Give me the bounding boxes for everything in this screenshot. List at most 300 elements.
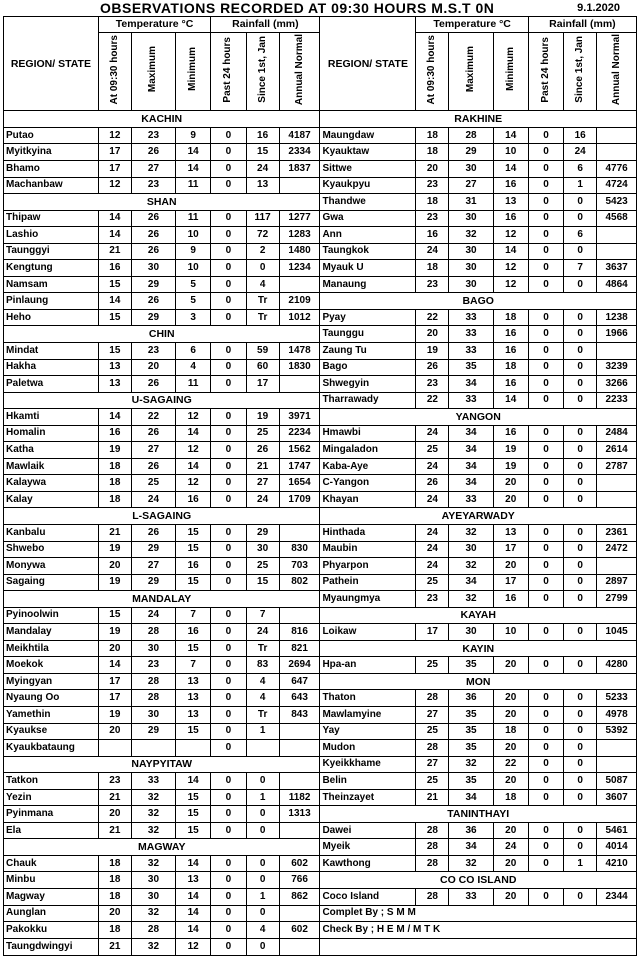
rain-past24: 0 [528,657,563,674]
rain-annual-normal: 2233 [597,392,637,409]
temp-max: 33 [449,392,493,409]
temp-min: 13 [176,872,211,889]
rain-annual-normal: 703 [279,558,320,575]
rain-past24: 0 [528,425,563,442]
temp-0930: 28 [416,690,449,707]
temp-min: 7 [176,607,211,624]
table-row [4,574,637,591]
rain-annual-normal: 647 [279,673,320,690]
rain-since-jan: 0 [564,376,597,393]
station-name: Hmawbi [320,425,416,442]
region-section-header: CHIN [4,326,320,343]
temp-max: 35 [449,707,493,724]
rain-past24: 0 [528,574,563,591]
temp-max: 29 [131,541,175,558]
station-name: Yay [320,723,416,740]
rain-since-jan: 0 [564,392,597,409]
rain-since-jan: 4 [246,276,279,293]
rain-since-jan: 21 [246,458,279,475]
col-header-annual-normal: Annual Normal [279,32,320,111]
rain-past24: 0 [528,889,563,906]
temp-max: 32 [449,227,493,244]
temp-0930: 25 [416,723,449,740]
temp-max: 30 [131,707,175,724]
station-name: Shwegyin [320,376,416,393]
rain-since-jan: 60 [246,359,279,376]
temp-0930: 23 [416,591,449,608]
rain-since-jan: 83 [246,657,279,674]
temp-min: 13 [176,673,211,690]
rain-since-jan: 0 [564,524,597,541]
station-name: Theinzayet [320,789,416,806]
rain-annual-normal: 4724 [597,177,637,194]
rain-annual-normal: 2484 [597,425,637,442]
temp-0930: 24 [416,425,449,442]
col-header-minimum: Minimum [176,32,211,111]
temp-min: 24 [493,839,528,856]
temp-min: 18 [493,789,528,806]
temp-0930: 23 [416,276,449,293]
temp-max: 26 [131,144,175,161]
rain-since-jan: 0 [564,458,597,475]
rain-since-jan: 24 [246,160,279,177]
station-name: Nyaung Oo [4,690,99,707]
rain-past24: 0 [211,458,246,475]
rain-since-jan: 0 [564,210,597,227]
temp-min: 10 [493,144,528,161]
rain-past24: 0 [211,160,246,177]
rain-past24: 0 [528,194,563,211]
table-row [4,740,637,757]
temp-min: 13 [176,690,211,707]
station-name: Myaungmya [320,591,416,608]
rain-past24: 0 [211,243,246,260]
temp-0930: 17 [98,160,131,177]
station-name: Paletwa [4,376,99,393]
footer-note: Complet By ; S M M [320,905,637,922]
rain-past24: 0 [528,839,563,856]
temp-min: 13 [493,524,528,541]
rain-since-jan: 0 [564,359,597,376]
table-row [4,127,637,144]
rain-past24: 0 [528,475,563,492]
table-row [4,756,637,773]
temp-0930: 24 [416,491,449,508]
rain-past24: 0 [211,227,246,244]
station-name: Coco Island [320,889,416,906]
temp-max: 27 [131,558,175,575]
rain-since-jan: 1 [564,177,597,194]
temp-min: 3 [176,309,211,326]
temp-max: 36 [449,690,493,707]
temp-0930: 19 [98,574,131,591]
temp-0930: 23 [416,177,449,194]
rain-annual-normal: 2344 [597,889,637,906]
rain-past24: 0 [211,293,246,310]
rain-past24: 0 [528,707,563,724]
temp-0930: 23 [416,376,449,393]
station-name: Meikhtila [4,640,99,657]
temp-min: 11 [176,210,211,227]
region-section-header: RAKHINE [320,111,637,128]
temp-0930: 18 [98,475,131,492]
col-header-annual-normal: Annual Normal [597,32,637,111]
temp-min: 4 [176,359,211,376]
station-name: Gwa [320,210,416,227]
rain-past24: 0 [528,326,563,343]
rain-past24: 0 [211,309,246,326]
report-date: 9.1.2020 [577,2,620,14]
table-row [4,491,637,508]
rain-annual-normal: 2787 [597,458,637,475]
temp-0930: 22 [416,392,449,409]
station-name: Kalay [4,491,99,508]
rain-since-jan: 13 [246,177,279,194]
rain-since-jan: Tr [246,640,279,657]
temp-min: 14 [176,160,211,177]
temp-min: 10 [493,624,528,641]
table-row [4,425,637,442]
temp-min: 14 [176,855,211,872]
rain-past24: 0 [211,922,246,939]
temp-0930: 19 [98,442,131,459]
rain-annual-normal: 821 [279,640,320,657]
rain-past24: 0 [528,690,563,707]
temp-0930: 19 [416,342,449,359]
rain-past24: 0 [211,905,246,922]
temp-max: 30 [131,872,175,889]
rain-since-jan: Tr [246,309,279,326]
table-row [4,723,637,740]
temp-max: 26 [131,524,175,541]
temp-min [176,740,211,757]
temp-max: 32 [449,591,493,608]
station-name: Bhamo [4,160,99,177]
station-name: Heho [4,309,99,326]
rain-annual-normal [279,723,320,740]
temp-max: 29 [449,144,493,161]
rain-since-jan: 27 [246,475,279,492]
temp-0930: 28 [416,740,449,757]
temp-0930: 13 [98,359,131,376]
temp-0930: 27 [416,707,449,724]
temp-min: 12 [176,409,211,426]
table-row [4,591,637,608]
temp-0930: 24 [416,541,449,558]
temp-max: 34 [449,574,493,591]
temp-min: 16 [493,177,528,194]
rain-since-jan: 72 [246,227,279,244]
rain-annual-normal: 1238 [597,309,637,326]
rain-past24: 0 [211,889,246,906]
rain-annual-normal [279,740,320,757]
rain-past24: 0 [211,276,246,293]
temp-0930: 16 [98,260,131,277]
station-name: Taungkok [320,243,416,260]
rain-annual-normal: 1837 [279,160,320,177]
rain-past24: 0 [211,425,246,442]
rain-past24: 0 [211,541,246,558]
station-name: Pakokku [4,922,99,939]
rain-past24: 0 [528,160,563,177]
temp-min: 5 [176,276,211,293]
rain-annual-normal: 5087 [597,773,637,790]
station-name: Kanbalu [4,524,99,541]
temp-min: 11 [176,376,211,393]
rain-past24: 0 [528,855,563,872]
station-name: Hkamti [4,409,99,426]
station-name: Tharrawady [320,392,416,409]
rain-annual-normal: 1478 [279,342,320,359]
temp-min: 14 [493,243,528,260]
temp-max: 29 [131,574,175,591]
rain-since-jan: 0 [246,855,279,872]
temp-0930: 20 [416,160,449,177]
temp-0930: 25 [416,657,449,674]
rain-since-jan: 4 [246,673,279,690]
temp-0930: 18 [98,855,131,872]
rainfall-header-right: Rainfall (mm) [528,17,636,33]
temp-max: 23 [131,657,175,674]
temp-max: 34 [449,789,493,806]
temp-min: 16 [493,210,528,227]
temp-min: 16 [493,326,528,343]
station-name: Hinthada [320,524,416,541]
rain-since-jan: Tr [246,707,279,724]
temp-0930: 20 [98,640,131,657]
temp-max: 31 [449,194,493,211]
temp-min: 20 [493,690,528,707]
temp-max: 27 [131,442,175,459]
table-row [4,872,637,889]
temp-0930: 14 [98,227,131,244]
rain-since-jan: 7 [246,607,279,624]
temp-max: 22 [131,409,175,426]
temp-0930: 21 [98,938,131,955]
rain-annual-normal [597,740,637,757]
rain-annual-normal: 1012 [279,309,320,326]
rain-annual-normal: 1966 [597,326,637,343]
rain-past24: 0 [211,640,246,657]
rain-annual-normal: 3971 [279,409,320,426]
rain-annual-normal: 2361 [597,524,637,541]
temp-0930: 23 [98,773,131,790]
rain-since-jan: Tr [246,293,279,310]
temp-max: 32 [131,938,175,955]
station-name: Machanbaw [4,177,99,194]
rain-past24: 0 [211,475,246,492]
rain-since-jan: 0 [564,822,597,839]
station-name: Sagaing [4,574,99,591]
rain-since-jan: 24 [246,491,279,508]
col-header-past24: Past 24 hours [211,32,246,111]
rain-past24: 0 [211,673,246,690]
station-name: Yezin [4,789,99,806]
temp-max: 33 [449,342,493,359]
station-name: Bago [320,359,416,376]
temp-min: 20 [493,558,528,575]
temp-0930: 16 [416,227,449,244]
temp-0930: 25 [416,574,449,591]
rain-annual-normal: 4014 [597,839,637,856]
rain-since-jan: 0 [564,558,597,575]
temp-min: 7 [176,657,211,674]
temp-0930: 17 [98,144,131,161]
col-header-0930: At 09:30 hours [416,32,449,111]
rain-past24: 0 [211,442,246,459]
station-name: Monywa [4,558,99,575]
rain-annual-normal: 802 [279,574,320,591]
temp-max: 35 [449,359,493,376]
station-name: Mawlamyine [320,707,416,724]
temp-max: 36 [449,822,493,839]
temp-min: 14 [176,458,211,475]
col-header-maximum: Maximum [449,32,493,111]
rain-annual-normal [279,905,320,922]
table-row [4,458,637,475]
temp-0930: 21 [416,789,449,806]
temp-max: 35 [449,657,493,674]
temp-min: 5 [176,293,211,310]
table-row [4,442,637,459]
rain-past24: 0 [211,723,246,740]
rain-annual-normal: 602 [279,922,320,939]
temp-min: 10 [176,227,211,244]
table-row [4,524,637,541]
rain-past24: 0 [211,773,246,790]
station-name: Phyarpon [320,558,416,575]
temp-0930: 19 [98,624,131,641]
rain-since-jan: 4 [246,922,279,939]
temp-min: 18 [493,723,528,740]
rain-since-jan: 29 [246,524,279,541]
rain-past24: 0 [528,127,563,144]
rain-annual-normal [279,376,320,393]
rain-annual-normal [597,342,637,359]
temp-min: 16 [176,491,211,508]
temp-max: 32 [449,524,493,541]
rain-since-jan: 0 [564,475,597,492]
temp-max: 30 [449,624,493,641]
rain-past24: 0 [528,342,563,359]
rain-annual-normal [597,558,637,575]
rain-annual-normal: 1313 [279,806,320,823]
table-row [4,905,637,922]
temp-min: 22 [493,756,528,773]
station-name: Taunggu [320,326,416,343]
temp-min: 20 [493,475,528,492]
station-name: Yamethin [4,707,99,724]
station-name: Maungdaw [320,127,416,144]
rain-past24: 0 [211,144,246,161]
station-name: Pyay [320,309,416,326]
temp-0930: 20 [98,558,131,575]
temp-0930: 28 [416,822,449,839]
temp-min: 20 [493,889,528,906]
temp-0930: 25 [416,773,449,790]
station-name: Thipaw [4,210,99,227]
rain-annual-normal: 1709 [279,491,320,508]
table-row [4,773,637,790]
rain-since-jan: 0 [246,872,279,889]
region-header-left: REGION/ STATE [4,17,99,111]
temp-max: 26 [131,227,175,244]
region-section-header: SHAN [4,194,320,211]
rain-since-jan: 24 [564,144,597,161]
rain-past24: 0 [211,409,246,426]
temp-max: 26 [131,376,175,393]
temp-max: 33 [131,773,175,790]
station-name: C-Yangon [320,475,416,492]
rain-past24: 0 [528,541,563,558]
table-row [4,475,637,492]
station-name: Kyaukbataung [4,740,99,757]
rain-since-jan: 0 [246,938,279,955]
table-row [4,392,637,409]
rain-since-jan: 0 [564,326,597,343]
temp-max: 27 [449,177,493,194]
rain-past24: 0 [211,938,246,955]
rain-past24: 0 [528,740,563,757]
station-name: Magway [4,889,99,906]
rain-since-jan: 0 [564,541,597,558]
temp-0930: 14 [98,210,131,227]
rain-since-jan: 59 [246,342,279,359]
temp-max: 25 [131,475,175,492]
temp-max: 20 [131,359,175,376]
temp-0930: 18 [98,889,131,906]
temp-max: 24 [131,491,175,508]
station-name: Dawei [320,822,416,839]
rain-annual-normal: 5423 [597,194,637,211]
observations-table [3,16,637,956]
temp-max: 30 [449,210,493,227]
station-name: Mindat [4,342,99,359]
rain-since-jan: 0 [564,789,597,806]
table-row [4,243,637,260]
table-row [4,558,637,575]
report-title: OBSERVATIONS RECORDED AT 09:30 HOURS M.S.T 0N [100,0,495,16]
rain-past24: 0 [211,574,246,591]
temp-min: 19 [493,442,528,459]
temp-max: 34 [449,425,493,442]
temperature-header-left: Temperature °C [98,17,210,33]
temp-max: 29 [131,276,175,293]
rain-since-jan: 0 [564,243,597,260]
temp-max: 34 [449,839,493,856]
temp-min: 15 [176,524,211,541]
rain-past24: 0 [528,822,563,839]
rain-annual-normal: 4280 [597,657,637,674]
station-name: Taunggyi [4,243,99,260]
temp-max: 30 [449,541,493,558]
temp-0930: 26 [416,475,449,492]
station-name: Tatkon [4,773,99,790]
temp-max: 30 [449,160,493,177]
rain-since-jan: 0 [246,905,279,922]
rain-since-jan: 0 [246,822,279,839]
temp-0930: 14 [98,293,131,310]
temp-0930: 28 [416,839,449,856]
temp-0930: 18 [416,127,449,144]
temp-max: 32 [131,822,175,839]
rain-since-jan: 0 [564,194,597,211]
rain-past24: 0 [211,491,246,508]
table-row [4,210,637,227]
rain-since-jan: 0 [564,690,597,707]
temp-max: 26 [131,293,175,310]
rain-past24: 0 [211,855,246,872]
